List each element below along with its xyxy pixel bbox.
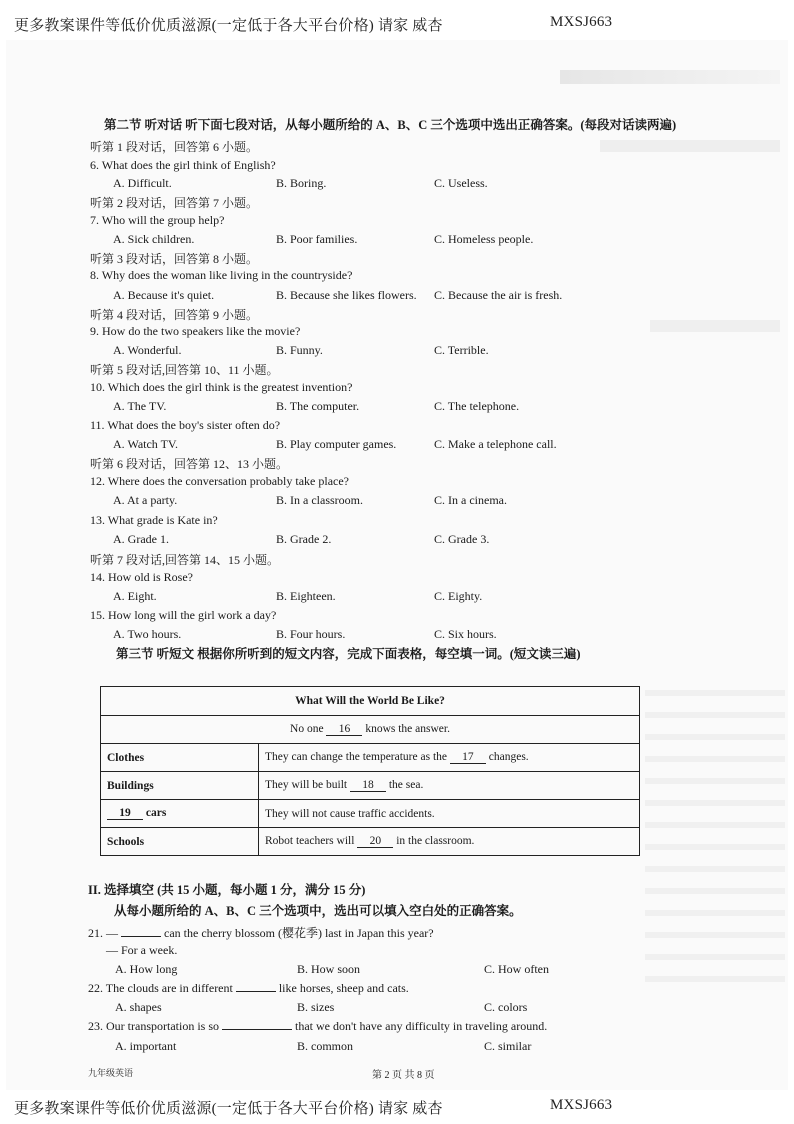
question-21 xyxy=(88,924,434,941)
q14-option-a[interactable]: A. Eight. xyxy=(113,589,157,603)
q13-option-a[interactable]: A. Grade 1. xyxy=(113,532,169,546)
group3-intro: 听第 3 段对话，回答第 8 小题。 xyxy=(90,252,259,266)
q7-option-b[interactable]: B. Poor families. xyxy=(276,232,358,246)
q10-option-a[interactable]: A. The TV. xyxy=(113,399,167,413)
q8-option-b[interactable]: B. Because she likes flowers. xyxy=(276,288,417,302)
question-12: 12. Where does the conversation probably take place? xyxy=(90,474,350,488)
listening-table xyxy=(100,686,640,856)
row-label-text: cars xyxy=(145,807,167,819)
q13-option-b[interactable]: B. Grade 2. xyxy=(276,532,332,546)
q22-pre: 22. The clouds are in different xyxy=(88,981,233,995)
bleed-through-1 xyxy=(560,70,780,84)
q23-option-a[interactable]: A. important xyxy=(115,1039,177,1053)
q23-pre: 23. Our transportation is so xyxy=(88,1019,219,1033)
row-pre: Robot teachers will xyxy=(265,835,355,847)
q21-blank[interactable] xyxy=(121,936,161,937)
row-post: the sea. xyxy=(388,779,424,791)
table-row xyxy=(101,828,640,856)
q21-reply: — For a week. xyxy=(106,943,178,957)
q15-option-c[interactable]: C. Six hours. xyxy=(434,627,497,641)
group7-intro: 听第 7 段对话,回答第 14、15 小题。 xyxy=(90,553,280,567)
group1-intro: 听第 1 段对话，回答第 6 小题。 xyxy=(90,140,259,154)
blank-18[interactable]: 18 xyxy=(350,779,386,792)
question-8: 8. Why does the woman like living in the countryside? xyxy=(90,268,353,282)
question-9: 9. How do the two speakers like the movie? xyxy=(90,324,301,338)
q6-option-a[interactable]: A. Difficult. xyxy=(113,176,172,190)
table-intro-row xyxy=(101,716,640,744)
question-13: 13. What grade is Kate in? xyxy=(90,513,218,527)
part2-instruction: 从每小题所给的 A、B、C 三个选项中，选出可以填入空白处的正确答案。 xyxy=(114,904,522,918)
table-row xyxy=(101,772,640,800)
question-6: 6. What does the girl think of English? xyxy=(90,158,276,172)
table-intro xyxy=(101,716,640,744)
row-pre: They can change the temperature as the xyxy=(265,751,447,763)
bottom-banner xyxy=(14,1097,613,1118)
q14-option-b[interactable]: B. Eighteen. xyxy=(276,589,336,603)
question-22 xyxy=(88,981,409,996)
q15-option-b[interactable]: B. Four hours. xyxy=(276,627,346,641)
q10-option-b[interactable]: B. The computer. xyxy=(276,399,360,413)
q7-option-c[interactable]: C. Homeless people. xyxy=(434,232,534,246)
q11-option-b[interactable]: B. Play computer games. xyxy=(276,437,397,451)
q22-option-c[interactable]: C. colors xyxy=(484,1000,528,1014)
q23-post: that we don't have any difficulty in traveling around. xyxy=(295,1019,548,1033)
q6-option-c[interactable]: C. Useless. xyxy=(434,176,488,190)
q22-blank[interactable] xyxy=(236,991,276,992)
q23-option-c[interactable]: C. similar xyxy=(484,1039,532,1053)
q13-option-c[interactable]: C. Grade 3. xyxy=(434,532,490,546)
row-post: in the classroom. xyxy=(396,835,475,847)
q22-option-a[interactable]: A. shapes xyxy=(115,1000,162,1014)
q8-option-c[interactable]: C. Because the air is fresh. xyxy=(434,288,563,302)
part2-title: II. 选择填空 (共 15 小题，每小题 1 分，满分 15 分) xyxy=(88,883,366,897)
intro-pre: No one xyxy=(290,723,324,735)
group4-intro: 听第 4 段对话，回答第 9 小题。 xyxy=(90,308,259,322)
table-row xyxy=(101,744,640,772)
q21-option-c[interactable]: C. How often xyxy=(484,962,549,976)
row-label-clothes: Clothes xyxy=(101,744,259,772)
bleed-through-3 xyxy=(650,320,780,332)
group5-intro: 听第 5 段对话,回答第 10、11 小题。 xyxy=(90,363,279,377)
row-pre: They will be built xyxy=(265,779,348,791)
q21-post: can the cherry blossom (樱花季) last in Japan this year? xyxy=(164,926,434,940)
bleed-through-2 xyxy=(600,140,780,152)
blank-17[interactable]: 17 xyxy=(450,751,486,764)
row-label-cars xyxy=(101,800,259,828)
blank-16[interactable]: 16 xyxy=(326,723,362,736)
q8-option-a[interactable]: A. Because it's quiet. xyxy=(113,288,215,302)
table-heading-row xyxy=(101,687,640,716)
top-banner xyxy=(14,14,613,35)
q21-option-b[interactable]: B. How soon xyxy=(297,962,361,976)
table-row xyxy=(101,800,640,828)
bottom-banner-code: MXSJ663 xyxy=(550,1097,613,1113)
group2-intro: 听第 2 段对话，回答第 7 小题。 xyxy=(90,196,259,210)
question-14: 14. How old is Rose? xyxy=(90,570,193,584)
q11-option-a[interactable]: A. Watch TV. xyxy=(113,437,179,451)
footer-page-number: 第 2 页 共 8 页 xyxy=(372,1070,435,1081)
top-banner-code: MXSJ663 xyxy=(550,14,613,30)
q9-option-b[interactable]: B. Funny. xyxy=(276,343,323,357)
table-heading: What Will the World Be Like? xyxy=(101,687,640,716)
question-7: 7. Who will the group help? xyxy=(90,213,225,227)
blank-20[interactable]: 20 xyxy=(357,835,393,848)
q9-option-c[interactable]: C. Terrible. xyxy=(434,343,489,357)
question-11: 11. What does the boy's sister often do? xyxy=(90,418,281,432)
q23-blank[interactable] xyxy=(222,1029,292,1030)
q10-option-c[interactable]: C. The telephone. xyxy=(434,399,520,413)
q15-option-a[interactable]: A. Two hours. xyxy=(113,627,182,641)
q12-option-b[interactable]: B. In a classroom. xyxy=(276,493,363,507)
question-10: 10. Which does the girl think is the greatest invention? xyxy=(90,380,353,394)
intro-post: knows the answer. xyxy=(365,723,450,735)
question-15: 15. How long will the girl work a day? xyxy=(90,608,277,622)
q23-option-b[interactable]: B. common xyxy=(297,1039,353,1053)
bottom-banner-text: 更多教案课件等低价优质滋源(一定低于各大平台价格) 请家 威杏 xyxy=(14,1101,443,1117)
q21-option-a[interactable]: A. How long xyxy=(115,962,178,976)
row-content-cars: They will not cause traffic accidents. xyxy=(259,800,640,828)
q6-option-b[interactable]: B. Boring. xyxy=(276,176,327,190)
group6-intro: 听第 6 段对话，回答第 12、13 小题。 xyxy=(90,457,289,471)
footer-subject: 九年级英语 xyxy=(88,1068,134,1078)
q22-post: like horses, sheep and cats. xyxy=(278,981,409,995)
row-content-buildings xyxy=(259,772,640,800)
q9-option-a[interactable]: A. Wonderful. xyxy=(113,343,182,357)
question-23 xyxy=(88,1019,547,1034)
q14-option-c[interactable]: C. Eighty. xyxy=(434,589,483,603)
top-banner-text: 更多教案课件等低价优质滋源(一定低于各大平台价格) 请家 威杏 xyxy=(14,18,443,34)
section3-title: 第三节 听短文 根据你所听到的短文内容，完成下面表格，每空填一词。(短文读三遍) xyxy=(116,647,581,661)
bleed-through-4 xyxy=(645,690,785,990)
q12-option-c[interactable]: C. In a cinema. xyxy=(434,493,507,507)
row-content-clothes xyxy=(259,744,640,772)
row-post: changes. xyxy=(488,751,529,763)
row-content-schools xyxy=(259,828,640,856)
q7-option-a[interactable]: A. Sick children. xyxy=(113,232,195,246)
q12-option-a[interactable]: A. At a party. xyxy=(113,493,178,507)
q22-option-b[interactable]: B. sizes xyxy=(297,1000,335,1014)
row-label-schools: Schools xyxy=(101,828,259,856)
q21-pre: 21. — xyxy=(88,926,118,940)
section2-title: 第二节 听对话 听下面七段对话，从每小题所给的 A、B、C 三个选项中选出正确答案。(每段对话读两遍) xyxy=(104,118,677,132)
q11-option-c[interactable]: C. Make a telephone call. xyxy=(434,437,557,451)
row-label-buildings: Buildings xyxy=(101,772,259,800)
blank-19[interactable]: 19 xyxy=(107,807,143,820)
